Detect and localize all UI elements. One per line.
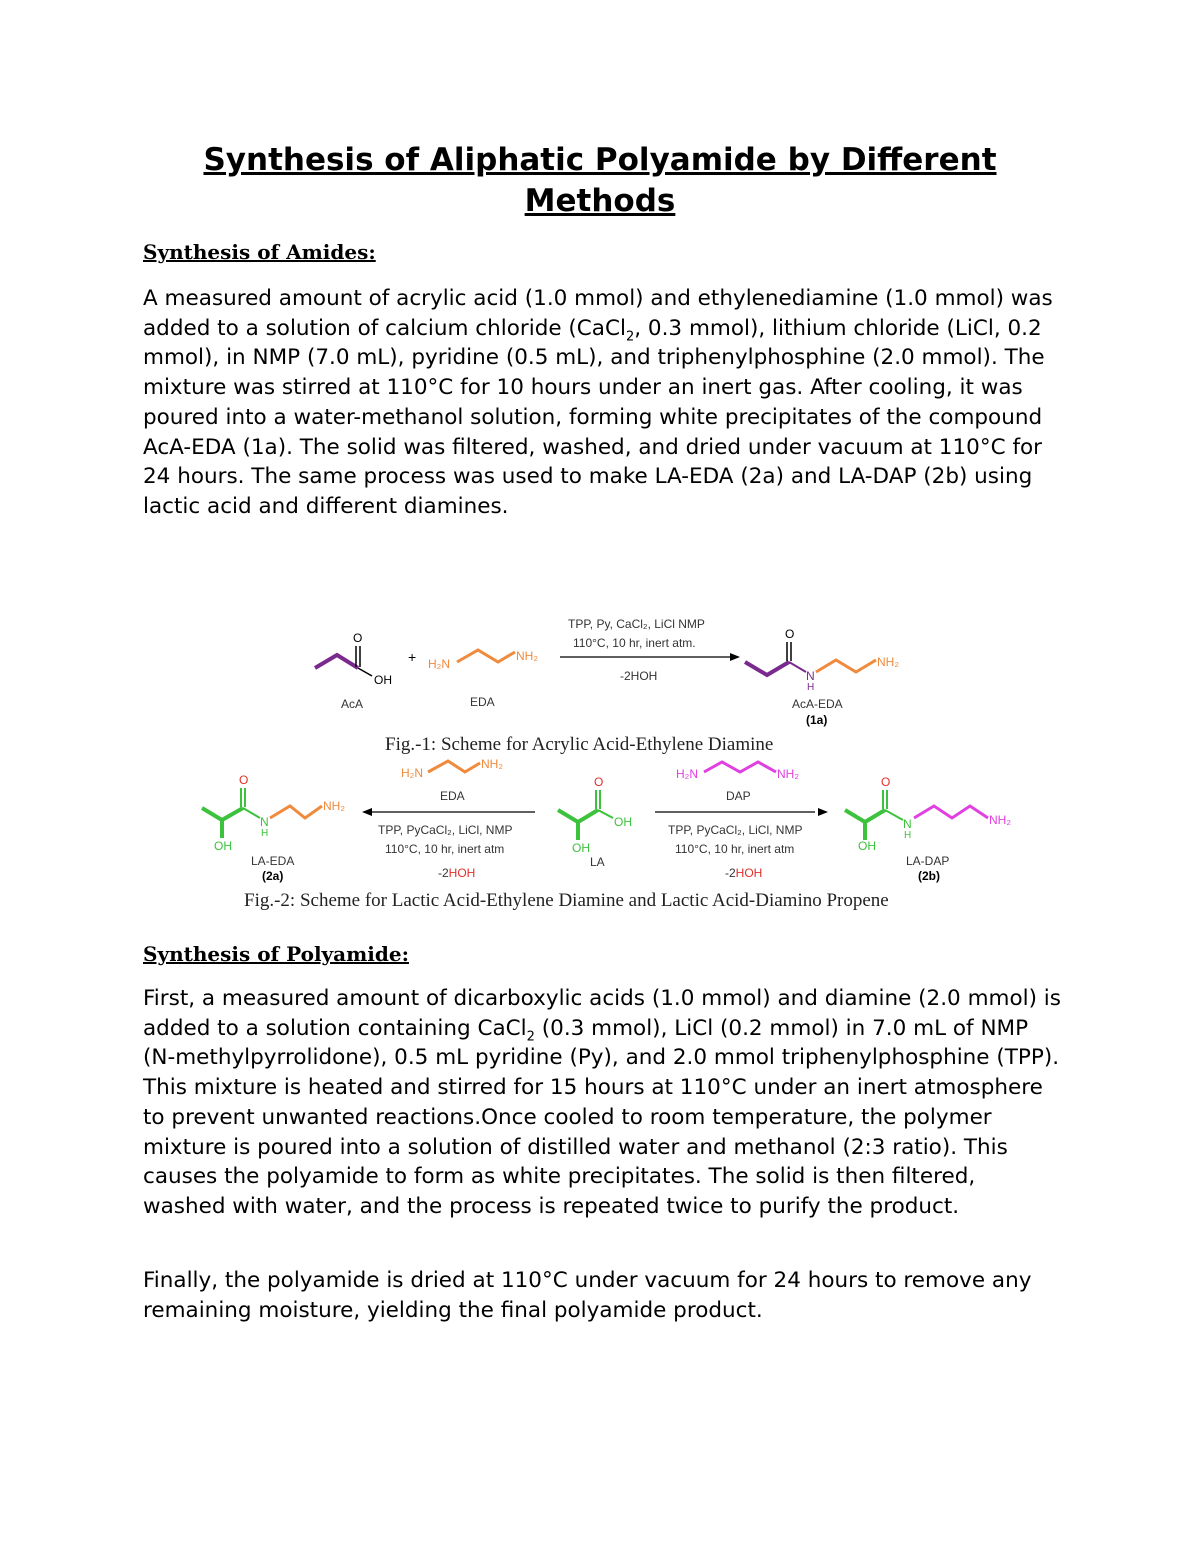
scheme2-eda-amine-right: NH₂: [481, 757, 503, 771]
product-label: AcA-EDA: [792, 697, 843, 711]
la-dap-amine: NH₂: [989, 813, 1011, 827]
polyamide-paragraph-1: [143, 984, 1063, 1222]
scheme2-left-arrow-head: [362, 808, 372, 816]
plus-sign: +: [408, 649, 417, 665]
la-eda-amide-h: H: [261, 828, 269, 839]
la-dap-hydroxyl: OH: [858, 839, 876, 853]
eda-amine-left: H₂N: [428, 657, 450, 671]
reaction-scheme-2: [195, 757, 1025, 890]
aca-chain: [315, 655, 358, 668]
amides-paragraph: [143, 284, 1063, 522]
left-byproduct-prefix: -2: [438, 866, 449, 880]
aca-oh-bond: [358, 668, 372, 676]
dap-amine-right: NH₂: [777, 767, 799, 781]
la-dap-diamine-chain: [914, 806, 988, 818]
scheme1-reagents-line2: 110°C, 10 hr, inert atm.: [573, 636, 696, 650]
scheme1-arrow-head: [730, 653, 740, 661]
eda-amine-right: NH₂: [516, 649, 538, 663]
scheme1-reagents-line1: TPP, Py, CaCl₂, LiCl NMP: [568, 617, 705, 631]
la-eda-amine: NH₂: [323, 799, 345, 813]
scheme2-left-reagents-line2: 110°C, 10 hr, inert atm: [385, 842, 505, 856]
scheme2-right-reagents-line2: 110°C, 10 hr, inert atm: [675, 842, 795, 856]
la-dap-oxygen: O: [881, 775, 891, 789]
la-eda-diamine-chain: [270, 806, 322, 818]
right-byproduct-prefix: -2: [725, 866, 736, 880]
la-dap-lactate-chain: [845, 810, 885, 822]
scheme2-left-reagents-line1: TPP, PyCaCl₂, LiCl, NMP: [378, 823, 513, 837]
la-eda-label: LA-EDA: [251, 854, 295, 868]
scheme2-eda-chain: [428, 761, 480, 772]
figure2-caption: Fig.-2: Scheme for Lactic Acid-Ethylene Diamine and Lactic Acid-Diamino Propene: [244, 890, 889, 911]
right-byproduct-suffix: HOH: [735, 866, 763, 880]
reaction-scheme-1: [300, 612, 920, 732]
aca-molecule: [315, 655, 358, 668]
scheme2-left-byproduct: [438, 866, 475, 880]
product-amine: NH₂: [877, 655, 899, 669]
la-oxygen: O: [594, 775, 604, 789]
aca-hydroxyl: OH: [374, 673, 392, 687]
scheme2-eda-label: EDA: [440, 789, 465, 803]
product-amide-h: H: [807, 682, 815, 693]
product-number: (1a): [806, 713, 828, 727]
la-hydroxyl-right: OH: [614, 815, 632, 829]
eda-label: EDA: [470, 695, 495, 709]
aca-oxygen: O: [353, 631, 363, 645]
polyamide-subscript: 2: [526, 1029, 535, 1044]
scheme2-right-byproduct: [725, 866, 762, 880]
figure1-caption: Fig.-1: Scheme for Acrylic Acid-Ethylene Diamine: [385, 734, 774, 755]
eda-chain: [457, 650, 515, 662]
product-aca-chain: [745, 662, 789, 675]
dap-chain: [704, 762, 776, 772]
la-dap-number: (2b): [918, 869, 940, 883]
la-eda-lactate-chain: [202, 808, 243, 820]
scheme2-right-arrow-head: [818, 808, 828, 816]
scheme2-right-reagents-line1: TPP, PyCaCl₂, LiCl, NMP: [668, 823, 803, 837]
la-eda-amide-n: N: [260, 815, 269, 829]
dap-label: DAP: [726, 789, 751, 803]
la-eda-number: (2a): [262, 869, 284, 883]
section-heading-amides: Synthesis of Amides:: [143, 240, 376, 264]
dap-amine-left: H₂N: [676, 767, 698, 781]
la-chain: [558, 810, 598, 822]
product-eda-chain: [816, 660, 876, 672]
la-hydroxyl-bottom: OH: [572, 841, 590, 855]
scheme1-byproduct: -2HOH: [620, 669, 658, 683]
la-eda-hydroxyl: OH: [214, 839, 232, 853]
amides-subscript: 2: [625, 329, 635, 344]
amides-text-part2: , 0.3 mmol), lithium chloride (LiCl, 0.2 mmol), in NMP (7.0 mL), pyridine (0.5 mL), and triphenylphosphine (2.0 mmol). The mixture was stirred at 110°C for 10 hours under an inert gas. After cooling, it was poured into a water-methanol solution, forming white precipitates of the compound AcA-EDA (1a). The solid was filtered, washed, and dried under vacuum at 110°C for 24 hours. The same process was used to make LA-EDA (2a) and LA-DAP (2b) using lactic acid and different diamines.: [143, 315, 1045, 519]
polyamide-paragraph-2: Finally, the polyamide is dried at 110°C under vacuum for 24 hours to remove any remaining moisture, yielding the final polyamide product.: [143, 1268, 1032, 1323]
product-amide-n: N: [806, 669, 815, 683]
scheme2-eda-amine-left: H₂N: [401, 766, 423, 780]
aca-label: AcA: [341, 697, 364, 711]
polyamide-text-part2: (0.3 mmol), LiCl (0.2 mmol) in 7.0 mL of NMP (N-methylpyrrolidone), 0.5 mL pyridine (Py), and 2.0 mmol triphenylphosphine (TPP). This mixture is heated and stirred for 15 hours at 110°C under an inert atmosphere to prevent unwanted reactions.Once cooled to room temperature, the polymer mixture is poured into a solution of distilled water and methanol (2:3 ratio). This causes the polyamide to form as white precipitates. The solid is then filtered, washed with water, and the process is repeated twice to purify the product.: [143, 1015, 1060, 1219]
amides-text-part1: A measured amount of acrylic acid (1.0 mmol) and ethylenediamine (1.0 mmol) was added to a solution of calcium chloride (CaCl: [143, 286, 1053, 341]
la-dap-amide-n: N: [903, 817, 912, 831]
document-title: Synthesis of Aliphatic Polyamide by Different Methods: [203, 142, 997, 219]
product-oxygen: O: [785, 627, 795, 641]
la-dap-amide-h: H: [904, 830, 912, 841]
la-eda-oxygen: O: [239, 773, 249, 787]
left-byproduct-suffix: HOH: [448, 866, 476, 880]
la-label: LA: [590, 855, 605, 869]
polyamide-text-part1: First, a measured amount of dicarboxylic acids (1.0 mmol) and diamine (2.0 mmol) is added to a solution containing CaCl: [143, 986, 1061, 1041]
section-heading-polyamide: Synthesis of Polyamide:: [143, 942, 409, 966]
la-dap-label: LA-DAP: [906, 854, 950, 868]
